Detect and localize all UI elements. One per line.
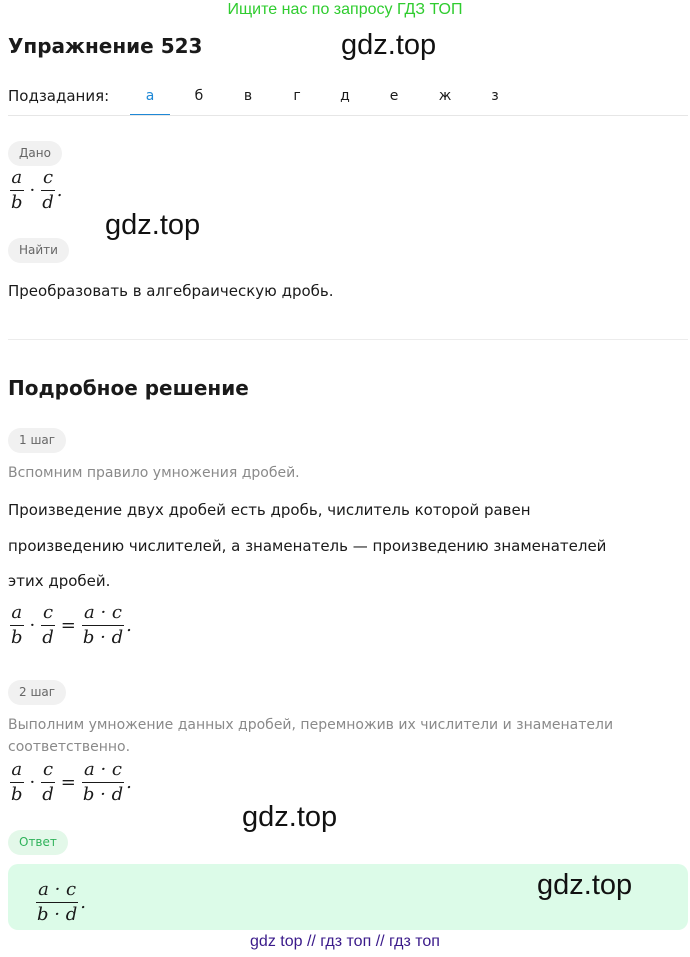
section-divider: [8, 339, 688, 340]
answer-num: a · c: [38, 879, 77, 900]
step1-hint: Вспомним правило умножения дробей.: [8, 465, 300, 481]
tab-d[interactable]: д: [340, 88, 350, 104]
step1-f2-den: d: [42, 627, 54, 648]
step1-line2: произведению числителей, а знаменатель — произведению знаменателей: [8, 537, 607, 555]
given-f1-num: a: [11, 167, 23, 188]
watermark: gdz.top: [242, 801, 338, 833]
given-badge: Дано: [8, 141, 62, 166]
promo-banner[interactable]: Ищите нас по запросу ГДЗ ТОП: [227, 1, 463, 18]
footer-links[interactable]: gdz top // гдз топ // гдз топ: [250, 933, 440, 950]
step2-hint-line2: соответственно.: [8, 739, 131, 755]
step2-period: .: [126, 772, 132, 793]
step2-expression: [8, 760, 132, 805]
answer-badge: Ответ: [8, 830, 68, 855]
tab-b[interactable]: б: [194, 88, 204, 104]
answer-den: b · d: [37, 904, 78, 925]
step2-dot: ·: [29, 772, 36, 793]
tab-zh[interactable]: ж: [438, 88, 452, 104]
step2-equals: =: [60, 772, 76, 793]
step1-f1-num: a: [11, 602, 23, 623]
step1-f1-den: b: [11, 627, 23, 648]
given-f1-den: b: [11, 192, 23, 213]
step1-result-num: a · c: [84, 602, 122, 623]
step2-f1-den: b: [11, 784, 23, 805]
step1-line1: Произведение двух дробей есть дробь, числитель которой равен: [8, 501, 531, 519]
step2-badge: 2 шаг: [8, 680, 66, 705]
given-f2-num: c: [42, 167, 54, 188]
solution-heading: Подробное решение: [8, 376, 249, 400]
given-period: .: [56, 180, 63, 201]
find-text: Преобразовать в алгебраическую дробь.: [8, 282, 334, 300]
answer-expression: [34, 880, 86, 925]
tab-g[interactable]: г: [293, 88, 301, 104]
given-expression: [8, 168, 63, 213]
step2-result-den: b · d: [82, 784, 124, 805]
tab-z[interactable]: з: [491, 88, 499, 104]
step1-period: .: [126, 615, 132, 636]
watermark: gdz.top: [537, 869, 633, 901]
watermark: gdz.top: [105, 209, 201, 241]
step2-f1-num: a: [11, 759, 23, 780]
subtasks-label: Подзадания:: [8, 87, 110, 105]
answer-period: .: [80, 892, 86, 913]
step1-line3: этих дробей.: [8, 572, 111, 590]
step1-f2-num: c: [42, 602, 54, 623]
step1-badge: 1 шаг: [8, 428, 66, 453]
step1-equals: =: [60, 615, 76, 636]
tabs-divider: [8, 115, 688, 116]
given-f2-den: d: [42, 192, 54, 213]
step1-dot: ·: [29, 615, 36, 636]
tab-a[interactable]: а: [130, 80, 170, 116]
page-title: Упражнение 523: [8, 34, 203, 58]
step1-expression: [8, 603, 132, 648]
step2-f2-den: d: [42, 784, 54, 805]
step1-result-den: b · d: [82, 627, 124, 648]
tab-v[interactable]: в: [243, 88, 253, 104]
tab-e[interactable]: е: [389, 88, 399, 104]
find-badge: Найти: [8, 238, 69, 263]
step2-f2-num: c: [42, 759, 54, 780]
step2-result-num: a · c: [84, 759, 122, 780]
watermark: gdz.top: [341, 29, 437, 61]
step2-hint-line1: Выполним умножение данных дробей, перемножив их числители и знаменатели: [8, 717, 614, 733]
given-dot: ·: [29, 180, 36, 201]
